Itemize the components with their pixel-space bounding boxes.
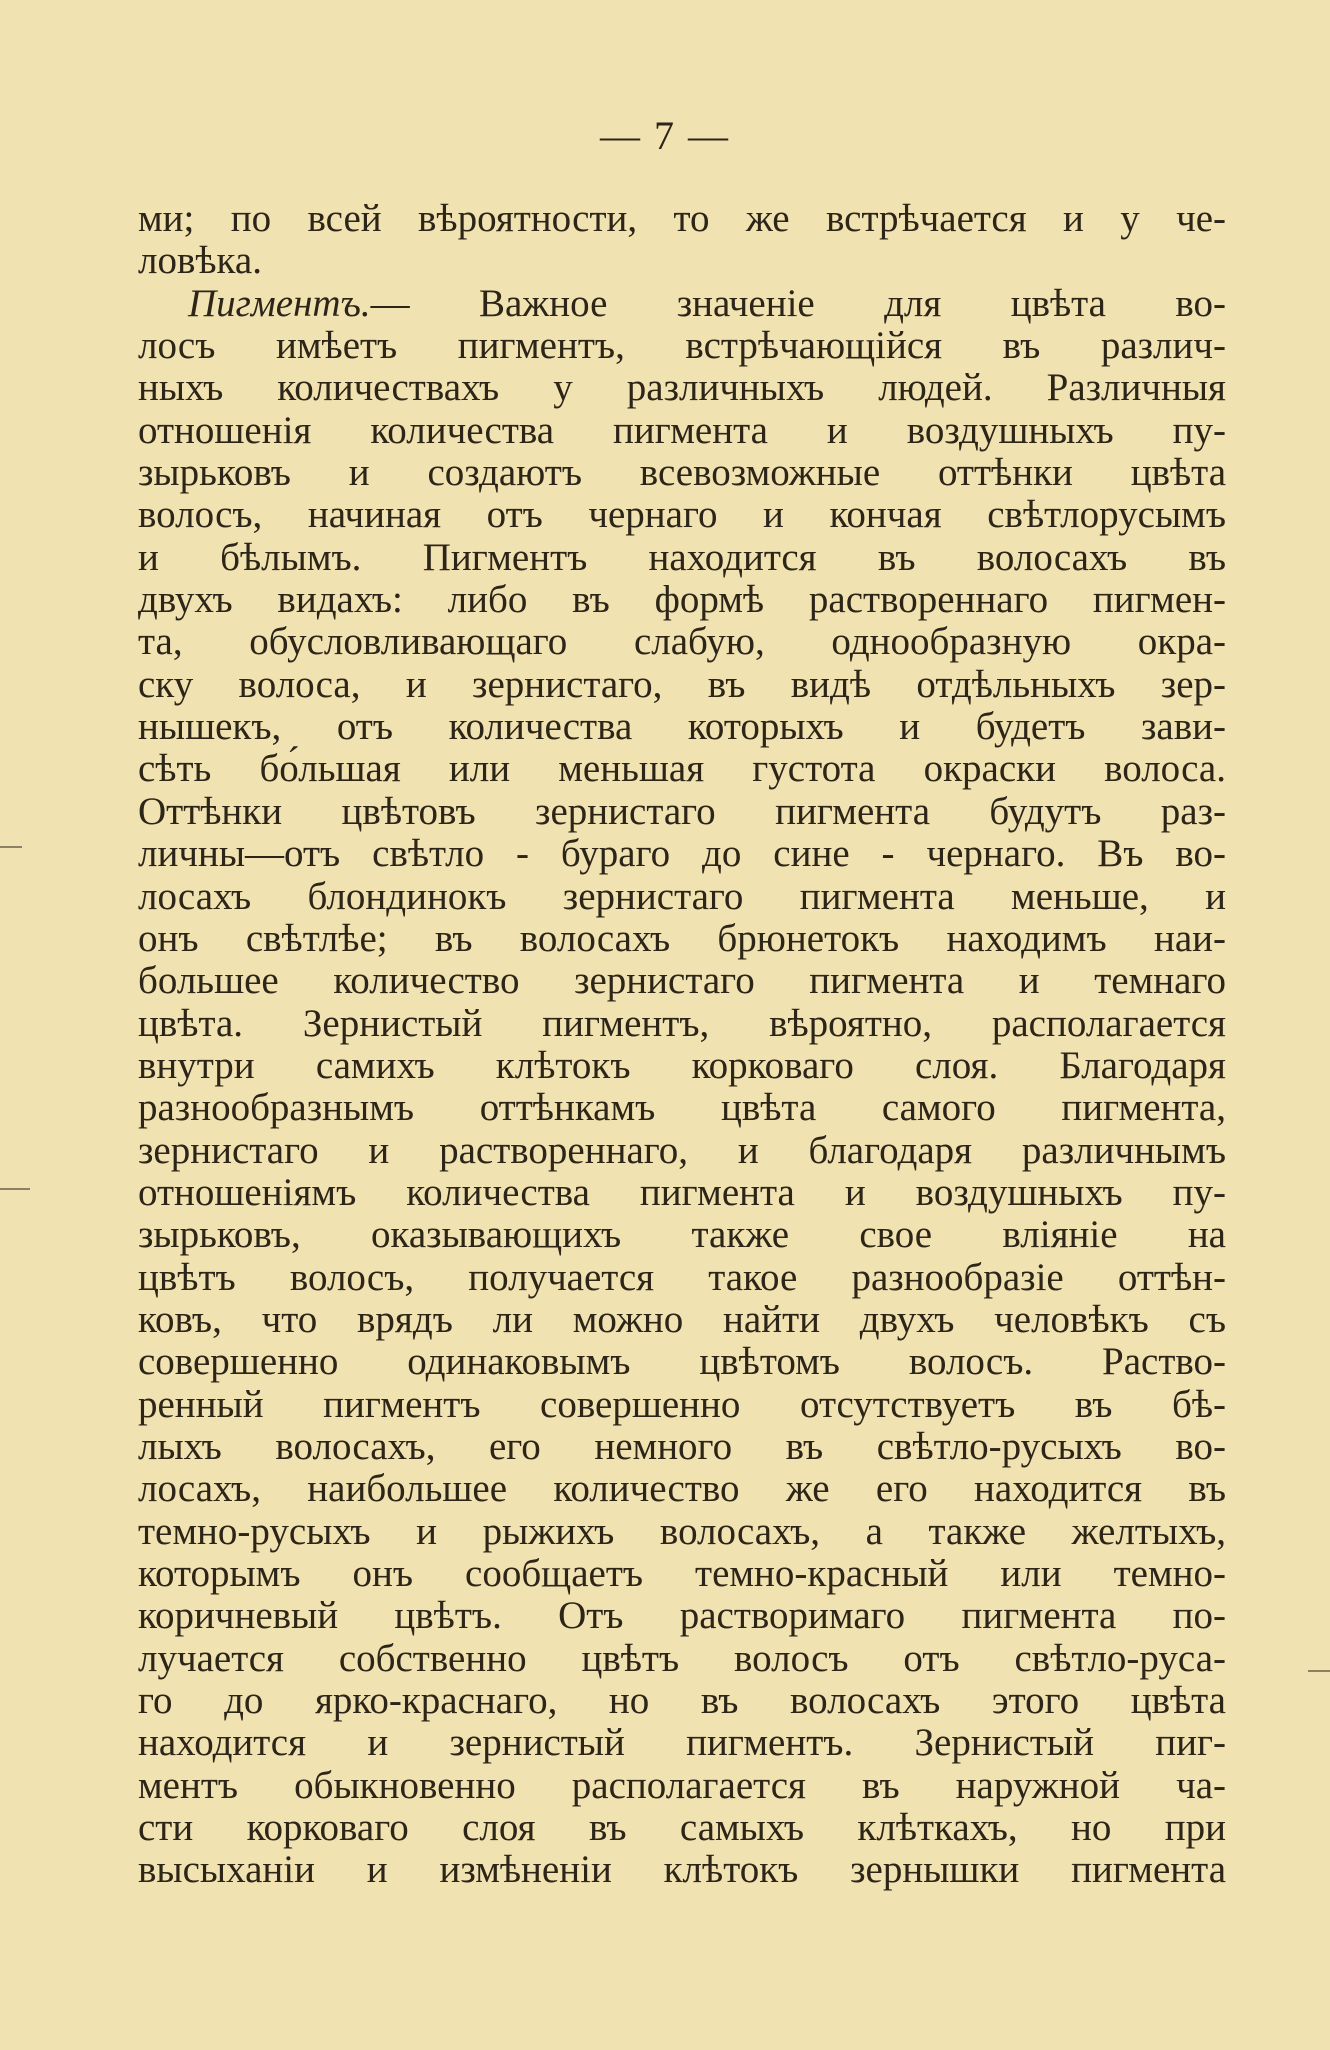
- line-text: го до ярко-краснаго, но въ волосахъ этого цвѣта: [138, 1679, 1226, 1723]
- line-text: большее количество зернистаго пигмента и темнаго: [138, 959, 1226, 1003]
- margin-mark: [1308, 1670, 1330, 1672]
- line-text: лыхъ волосахъ, его немного въ свѣтло-русыхъ во-: [138, 1424, 1226, 1468]
- line-text: цвѣтъ волосъ, получается такое разнообразіе оттѣн-: [138, 1255, 1226, 1299]
- line-text: внутри самихъ клѣтокъ корковаго слоя. Благодаря: [138, 1043, 1226, 1087]
- text-line: [138, 1257, 1226, 1299]
- text-line: [138, 1299, 1226, 1341]
- line-text: разнообразнымъ оттѣнкамъ цвѣта самого пигмента,: [138, 1086, 1226, 1130]
- margin-mark: [0, 846, 22, 848]
- text-line: [138, 325, 1226, 367]
- line-text: онъ свѣтлѣе; въ волосахъ брюнетокъ находимъ наи-: [138, 916, 1226, 960]
- line-text: отношеніямъ количества пигмента и воздушныхъ пу-: [138, 1170, 1226, 1214]
- text-line: [138, 1595, 1226, 1637]
- text-line: [138, 791, 1226, 833]
- margin-mark: [0, 1188, 30, 1190]
- line-text: отношенія количества пигмента и воздушныхъ пу-: [138, 408, 1226, 452]
- text-line: [138, 1341, 1226, 1383]
- line-text: нышекъ, отъ количества которыхъ и будетъ зави-: [138, 705, 1226, 749]
- line-text: — Важное значеніе для цвѣта во-: [370, 281, 1226, 325]
- text-line: [138, 367, 1226, 409]
- text-line: [138, 833, 1226, 875]
- text-line: [138, 960, 1226, 1002]
- line-text: которымъ онъ сообщаетъ темно-красный или темно-: [138, 1552, 1226, 1595]
- line-text: ныхъ количествахъ у различныхъ людей. Различныя: [138, 366, 1226, 410]
- text-line: [138, 494, 1226, 536]
- line-text: ми; по всей вѣроятности, то же встрѣчается и у че-: [138, 197, 1226, 240]
- text-line: [138, 1511, 1226, 1553]
- page-number: — 7 —: [600, 113, 730, 158]
- text-line: [138, 1087, 1226, 1129]
- text-line: [138, 1638, 1226, 1680]
- line-text: находится и зернистый пигментъ. Зернистый пиг-: [138, 1721, 1226, 1765]
- text-line: [138, 1722, 1226, 1764]
- text-line: [138, 621, 1226, 663]
- line-text: и бѣлымъ. Пигментъ находится въ волосахъ въ: [138, 535, 1226, 579]
- line-text: лучается собственно цвѣтъ волосъ отъ свѣтло-руса-: [138, 1636, 1226, 1680]
- text-line: [138, 1765, 1226, 1807]
- text-line: [138, 198, 1226, 240]
- text-line: [138, 240, 1226, 282]
- text-line: [138, 1553, 1226, 1595]
- text-line: [138, 1130, 1226, 1172]
- line-text: зырьковъ, оказывающихъ также свое вліяніе на: [138, 1213, 1226, 1257]
- line-text: темно-русыхъ и рыжихъ волосахъ, а также желтыхъ,: [138, 1509, 1226, 1553]
- text-line: [138, 1807, 1226, 1849]
- section-heading: Пигментъ.: [188, 281, 371, 325]
- text-line: [138, 1680, 1226, 1722]
- text-line: [138, 1214, 1226, 1256]
- line-text: сти корковаго слоя въ самыхъ клѣткахъ, но при: [138, 1806, 1226, 1850]
- text-line: [138, 876, 1226, 918]
- text-line: [138, 1426, 1226, 1468]
- line-text: ментъ обыкновенно располагается въ наружной ча-: [138, 1763, 1226, 1807]
- line-text: ковъ, что врядъ ли можно найти двухъ человѣкъ съ: [138, 1297, 1226, 1341]
- line-text: лосахъ блондинокъ зернистаго пигмента меньше, и: [138, 874, 1226, 918]
- line-text: лосъ имѣетъ пигментъ, встрѣчающійся въ различ-: [138, 324, 1226, 368]
- line-text: ренный пигментъ совершенно отсутствуетъ въ бѣ-: [138, 1382, 1226, 1426]
- line-text: ску волоса, и зернистаго, въ видѣ отдѣльныхъ зер-: [138, 662, 1226, 706]
- line-text: сѣть бо́льшая или меньшая густота окраски волоса.: [138, 747, 1226, 791]
- line-text: коричневый цвѣтъ. Отъ растворимаго пигмента по-: [138, 1594, 1226, 1638]
- line-text: личны—отъ свѣтло - бураго до сине - чернаго. Въ во-: [138, 832, 1226, 876]
- line-text: зырьковъ и создаютъ всевозможные оттѣнки цвѣта: [138, 451, 1226, 495]
- line-text: ловѣка.: [138, 239, 262, 283]
- text-line: [138, 283, 1226, 325]
- text-line: [138, 1849, 1226, 1891]
- text-line: [138, 1468, 1226, 1510]
- text-line: [138, 410, 1226, 452]
- line-text: высыханіи и измѣненіи клѣтокъ зернышки пигмента: [138, 1848, 1226, 1892]
- text-line: [138, 452, 1226, 494]
- text-line: [138, 1172, 1226, 1214]
- text-line: [138, 1003, 1226, 1045]
- body-text: [138, 198, 1226, 1892]
- text-line: [138, 1384, 1226, 1426]
- text-line: [138, 579, 1226, 621]
- text-line: [138, 706, 1226, 748]
- line-text: Оттѣнки цвѣтовъ зернистаго пигмента будутъ раз-: [138, 789, 1226, 833]
- line-text: цвѣта. Зернистый пигментъ, вѣроятно, располагается: [138, 1001, 1226, 1045]
- line-text: двухъ видахъ: либо въ формѣ раствореннаго пигмен-: [138, 578, 1226, 622]
- text-line: [138, 918, 1226, 960]
- text-line: [138, 1045, 1226, 1087]
- line-text: совершенно одинаковымъ цвѣтомъ волосъ. Раство-: [138, 1340, 1226, 1384]
- line-text: та, обусловливающаго слабую, однообразную окра-: [138, 620, 1226, 664]
- line-text: волосъ, начиная отъ чернаго и кончая свѣтлорусымъ: [138, 493, 1226, 537]
- text-line: [138, 537, 1226, 579]
- text-line: [138, 748, 1226, 790]
- line-text: лосахъ, наибольшее количество же его находится въ: [138, 1467, 1226, 1511]
- text-line: [138, 664, 1226, 706]
- line-text: зернистаго и раствореннаго, и благодаря различнымъ: [138, 1128, 1226, 1172]
